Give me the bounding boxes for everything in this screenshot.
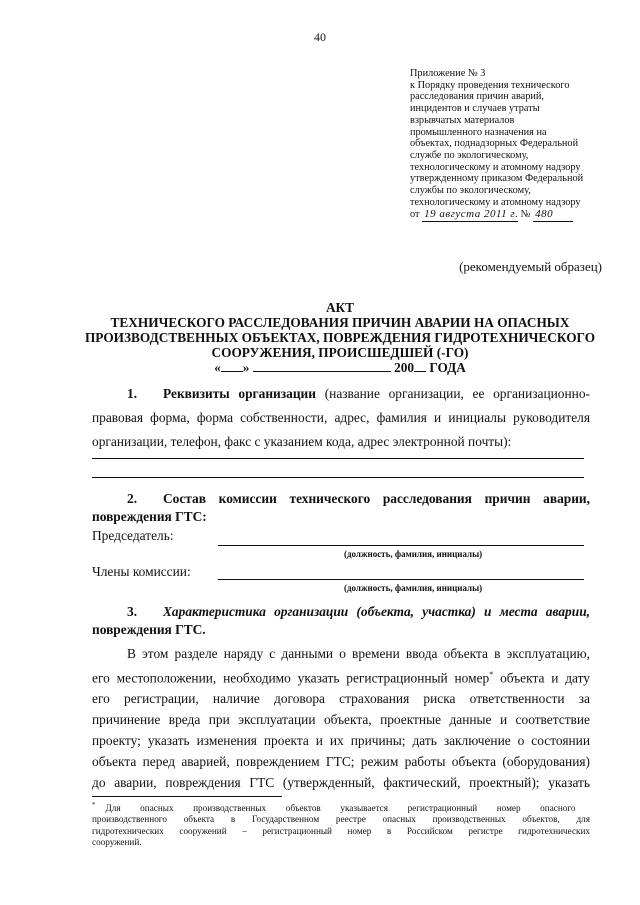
page-number: 40 <box>314 30 326 44</box>
chairman-label: Председатель: <box>92 528 174 543</box>
members-label: Члены комиссии: <box>92 564 191 579</box>
section-3-heading: Характеристика организации (объекта, участка) и места аварии, <box>163 604 590 619</box>
section-3-line: повреждения ГТС. <box>92 622 206 637</box>
footnote-text: Для опасных производственных объектов указывается регистрационный номер опасного <box>105 803 576 814</box>
footnote-line: производственного объекта в Государственном реестре опасных производственных объектов, для <box>92 814 590 825</box>
title-line: ПРОИЗВОДСТВЕННЫХ ОБЪЕКТАХ, ПОВРЕЖДЕНИЯ ГИДРОТЕХНИЧЕСКОГО <box>84 330 596 345</box>
number-sign: № <box>520 209 531 221</box>
appendix-line: взрывчатых материалов <box>410 114 515 126</box>
paragraph-line: В этом разделе наряду с данными о времени ввода объекта в эксплуатацию, <box>127 646 590 661</box>
title-line: ТЕХНИЧЕСКОГО РАССЛЕДОВАНИЯ ПРИЧИН АВАРИИ НА ОПАСНЫХ <box>110 315 570 330</box>
section-2-line <box>92 490 590 508</box>
members-caption: (должность, фамилия, инициалы) <box>344 583 483 593</box>
handwritten-date: 19 августа 2011 г. <box>424 208 519 221</box>
paragraph-line: до аварии, повреждения ГТС (утвержденный, фактический, проектный); указать <box>92 775 590 791</box>
appendix-order-ref <box>410 209 610 222</box>
appendix-block <box>410 68 610 222</box>
date-open-quote: « <box>214 360 221 375</box>
footnote-divider <box>92 796 282 797</box>
month-blank <box>253 371 391 372</box>
appendix-line: расследования причин аварий, <box>410 91 545 103</box>
appendix-line: технологическому и атомному надзору <box>410 196 581 208</box>
day-blank <box>221 371 243 372</box>
section-3 <box>92 603 590 639</box>
section-3-number: 3. <box>127 604 138 619</box>
year-blank <box>414 371 426 372</box>
section-1-number: 1. <box>127 386 138 401</box>
footnote-ref: * <box>489 670 494 679</box>
appendix-line: к Порядку проведения технического <box>410 79 570 91</box>
section-2-number: 2. <box>127 491 138 506</box>
paragraph-line-part: его местоположении, необходимо указать регистрационный номер <box>92 670 490 686</box>
paragraph-line <box>92 664 590 688</box>
footnote-mark: * <box>92 801 96 809</box>
appendix-line: промышленного назначения на <box>410 126 547 138</box>
appendix-line: технологическому и атомному надзору <box>410 161 581 173</box>
section-1-line: организации, телефон, факс с указанием кода, адрес электронной почты): <box>92 434 512 449</box>
paragraph-line: проекту; указать изменения проекта и их причины; дать заключение о состоянии <box>92 733 590 749</box>
appendix-line: службе по экологическому, <box>410 149 529 161</box>
from-label: от <box>410 209 420 221</box>
section-3-line <box>92 603 590 621</box>
title-date-row <box>60 360 620 375</box>
footnote-line: гидротехнических сооружений – регистрационный номер в Российском регистре гидротехнических <box>92 825 590 836</box>
sample-note: (рекомендуемый образец) <box>459 259 602 274</box>
chairman-input-line[interactable] <box>218 545 584 546</box>
document-title <box>60 300 620 375</box>
section-1-line <box>92 382 590 406</box>
section-3-paragraph <box>92 643 590 793</box>
section-2-heading: Состав комиссии технического расследования причин аварии, <box>163 491 590 506</box>
year-suffix: ГОДА <box>429 360 466 375</box>
section-2-line: повреждения ГТС: <box>92 509 207 524</box>
date-close-quote: » <box>242 360 250 375</box>
title-line: СООРУЖЕНИЯ, ПРОИСШЕДШЕЙ (-ГО) <box>211 345 469 360</box>
footnote-line: сооружений. <box>92 836 142 847</box>
appendix-line: инцидентов и случаев утраты <box>410 103 540 115</box>
footnote-line <box>92 800 590 814</box>
section-1-heading-rest: (название организации, ее организационно- <box>324 386 590 401</box>
footnote <box>92 800 590 848</box>
section-1-heading: Реквизиты организации <box>163 386 316 401</box>
paragraph-line: причинение вреда при эксплуатации объекта, проектные данные и соответствие <box>92 712 590 728</box>
year-prefix: 200 <box>394 360 415 375</box>
appendix-line: Приложение № 3 <box>410 68 486 79</box>
appendix-line: службы по экологическому, <box>410 185 531 197</box>
section-1-line: правовая форма, форма собственности, адрес, фамилия и инициалы руководителя <box>92 410 590 425</box>
members-input-line[interactable] <box>218 579 584 580</box>
answer-line[interactable] <box>92 477 584 478</box>
appendix-line: утвержденному приказом Федеральной <box>410 173 584 185</box>
paragraph-line-part: объекта и дату <box>493 670 590 686</box>
paragraph-line: объекта перед аварией, повреждением ГТС; режим работы объекта (оборудования) <box>92 754 590 770</box>
title-line: АКТ <box>325 300 355 315</box>
handwritten-number: 480 <box>533 209 573 222</box>
paragraph-line: его регистрации, наличие договора страхования риска ответственности за <box>92 691 590 707</box>
answer-line[interactable] <box>92 458 584 459</box>
appendix-line: объектах, поднадзорных Федеральной <box>410 138 579 150</box>
section-1 <box>92 382 590 454</box>
chairman-caption: (должность, фамилия, инициалы) <box>344 549 483 559</box>
section-2 <box>92 490 590 526</box>
